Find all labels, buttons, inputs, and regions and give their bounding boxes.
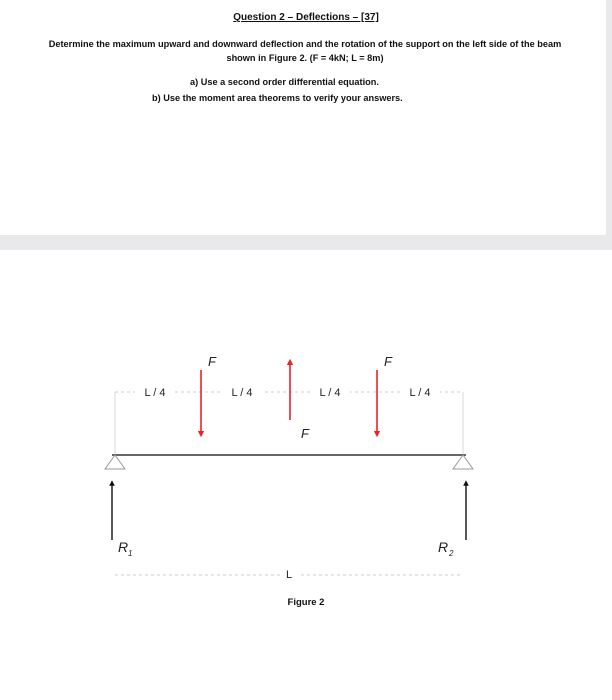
span-label: L [285, 569, 293, 581]
force-label-2: F [301, 426, 309, 441]
reaction-label-right: R [438, 539, 449, 555]
question-title: Question 2 – Deflections – [37] [233, 12, 379, 23]
segment-label-3: L / 4 [319, 387, 341, 399]
figure-caption: Figure 2 [287, 597, 325, 608]
part-a-text: a) Use a second order differential equation. [190, 77, 379, 87]
right-support [453, 455, 473, 469]
reaction-label-left: R [118, 539, 129, 555]
segment-label-4: L / 4 [409, 387, 431, 399]
force-label-1: F [208, 354, 216, 369]
segment-label-1: L / 4 [144, 387, 166, 399]
force-label-3: F [384, 354, 392, 369]
segment-label-2: L / 4 [231, 387, 253, 399]
reaction-label-left-sub: 1 [128, 549, 133, 558]
reaction-label-right-sub: 2 [449, 549, 454, 558]
left-support [105, 455, 125, 469]
part-b-text: b) Use the moment area theorems to verify your answers. [152, 93, 403, 103]
question-prompt: Determine the maximum upward and downward deflection and the rotation of the support on the left side of the beam shown in Figure 2. (F = 4kN; L = 8m) [48, 39, 562, 63]
